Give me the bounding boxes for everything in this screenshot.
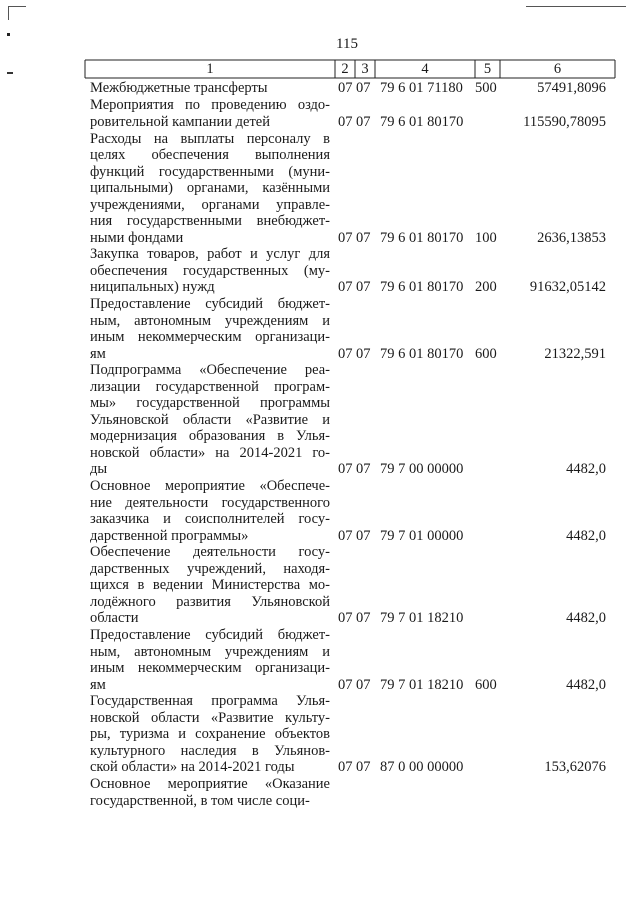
description-line: ской области» на 2014-2021 годы [90, 759, 295, 776]
target-item-code: 79 7 01 18210 [380, 610, 464, 627]
target-item-code: 79 6 01 80170 [380, 345, 464, 362]
description-line: ры, туризма и сохранение объектов [90, 726, 330, 743]
row-description [90, 544, 330, 627]
description-line: ровительной кампании детей [90, 113, 271, 130]
target-item-code: 79 7 01 18210 [380, 676, 464, 693]
row-description [90, 80, 330, 97]
amount-value: 153,62076 [544, 759, 606, 776]
description-line: новской области» на 2014-2021 го- [90, 444, 330, 461]
section-code: 07 [338, 676, 353, 693]
amount-value: 4482,0 [566, 527, 606, 544]
description-line: ным, автономным учреждениям и [90, 643, 330, 660]
section-code: 07 [338, 229, 353, 246]
description-line: дарственной программы» [90, 527, 249, 544]
expense-type-code: 500 [475, 80, 497, 96]
amount-value: 21322,591 [544, 345, 606, 362]
expense-type-code: 600 [475, 345, 497, 362]
description-line: Подпрограмма «Обеспечение реа- [90, 362, 330, 379]
description-line: новской области «Развитие культу- [90, 709, 330, 726]
subsection-code: 07 [356, 113, 371, 130]
amount-value: 2636,13853 [537, 229, 606, 246]
header-col-6: 6 [553, 61, 562, 77]
description-line: ниципальных) нужд [90, 279, 215, 296]
row-description [90, 246, 330, 296]
amount-value: 4482,0 [566, 610, 606, 627]
section-code: 07 [338, 461, 353, 478]
description-line: Обеспечение деятельности госу- [90, 544, 330, 561]
subsection-code: 07 [356, 229, 371, 246]
description-line: ям [90, 676, 106, 693]
page-number: 115 [336, 36, 358, 52]
target-item-code: 79 6 01 71180 [380, 80, 463, 96]
amount-value: 57491,8096 [537, 80, 606, 96]
description-line: заказчика и соисполнителей госу- [90, 511, 330, 528]
description-line: ципальными) органами, казёнными [90, 180, 330, 197]
section-code: 07 [338, 345, 353, 362]
description-line: государственной, в том числе соци- [90, 792, 310, 809]
header-col-2: 2 [341, 61, 349, 77]
row-description [90, 693, 330, 776]
description-line: ды [90, 461, 108, 478]
target-item-code: 79 6 01 80170 [380, 279, 464, 296]
description-line: Предоставление субсидий бюджет- [90, 296, 330, 313]
description-line: Расходы на выплаты персоналу в [90, 130, 330, 147]
expense-type-code: 600 [475, 676, 497, 693]
subsection-code: 07 [356, 759, 371, 776]
header-col-5: 5 [483, 61, 492, 77]
expense-type-code: 200 [475, 279, 497, 296]
description-line: Государственная программа Улья- [90, 693, 330, 710]
target-item-code: 79 6 01 80170 [380, 113, 464, 130]
amount-value: 4482,0 [566, 676, 606, 693]
amount-value: 115590,78095 [523, 113, 606, 130]
description-line: Основное мероприятие «Обеспече- [90, 478, 330, 495]
description-line: Межбюджетные трансферты [90, 80, 268, 96]
section-code: 07 [338, 279, 353, 296]
description-line: Основное мероприятие «Оказание [90, 776, 330, 793]
description-line: лизации государственной програм- [90, 378, 330, 395]
description-line: щихся в ведении Министерства мо- [90, 577, 330, 594]
description-line: лодёжного развития Ульяновской [90, 593, 330, 610]
subsection-code: 07 [356, 527, 371, 544]
description-line: Ульяновской области «Развитие и [90, 411, 330, 428]
target-item-code: 79 7 01 00000 [380, 527, 464, 544]
row-description [90, 776, 330, 809]
subsection-code: 07 [356, 345, 371, 362]
target-item-code: 87 0 00 00000 [380, 759, 464, 776]
section-code: 07 [338, 610, 353, 627]
amount-value: 4482,0 [566, 461, 606, 478]
section-code: 07 [338, 527, 353, 544]
row-description [90, 131, 330, 247]
row-description [90, 478, 330, 544]
subsection-code: 07 [356, 610, 371, 627]
description-line: Мероприятия по проведению оздо- [90, 97, 330, 114]
subsection-code: 07 [356, 279, 371, 296]
target-item-code: 79 6 01 80170 [380, 229, 464, 246]
description-line: ния государственными внебюджет- [90, 213, 330, 230]
row-description [90, 97, 330, 130]
expense-type-code: 100 [475, 229, 497, 246]
description-line: ям [90, 345, 106, 362]
description-line: дарственных учреждений, находя- [90, 560, 330, 577]
description-line: иным некоммерческим организаци- [90, 660, 330, 677]
target-item-code: 79 7 00 00000 [380, 461, 464, 478]
description-line: области [90, 610, 139, 627]
header-col-1: 1 [206, 61, 214, 77]
amount-value: 91632,05142 [529, 279, 606, 296]
section-code: 07 [338, 759, 353, 776]
header-col-4: 4 [421, 61, 429, 77]
description-line: ным, автономным учреждениям и [90, 312, 330, 329]
header-col-3: 3 [361, 61, 369, 77]
row-description [90, 627, 330, 693]
section-code: 07 [338, 113, 353, 130]
description-line: мы» государственной программы [90, 395, 330, 412]
description-line: иным некоммерческим организаци- [90, 329, 330, 346]
description-line: Закупка товаров, работ и услуг для [90, 246, 330, 263]
subsection-code: 07 [356, 80, 371, 96]
description-line: ными фондами [90, 229, 184, 246]
row-description [90, 296, 330, 362]
description-line: функций государственными (муни- [90, 163, 330, 180]
row-description [90, 362, 330, 478]
description-line: целях обеспечения выполнения [90, 147, 330, 164]
description-line: культурного наследия в Ульянов- [90, 742, 330, 759]
description-line: Предоставление субсидий бюджет- [90, 627, 330, 644]
subsection-code: 07 [356, 676, 371, 693]
description-line: учреждениями, органами управле- [90, 196, 330, 213]
description-line: модернизация образования в Улья- [90, 428, 330, 445]
subsection-code: 07 [356, 461, 371, 478]
section-code: 07 [338, 80, 353, 96]
description-line: обеспечения государственных (му- [90, 262, 330, 279]
description-line: ние деятельности государственного [90, 494, 330, 511]
